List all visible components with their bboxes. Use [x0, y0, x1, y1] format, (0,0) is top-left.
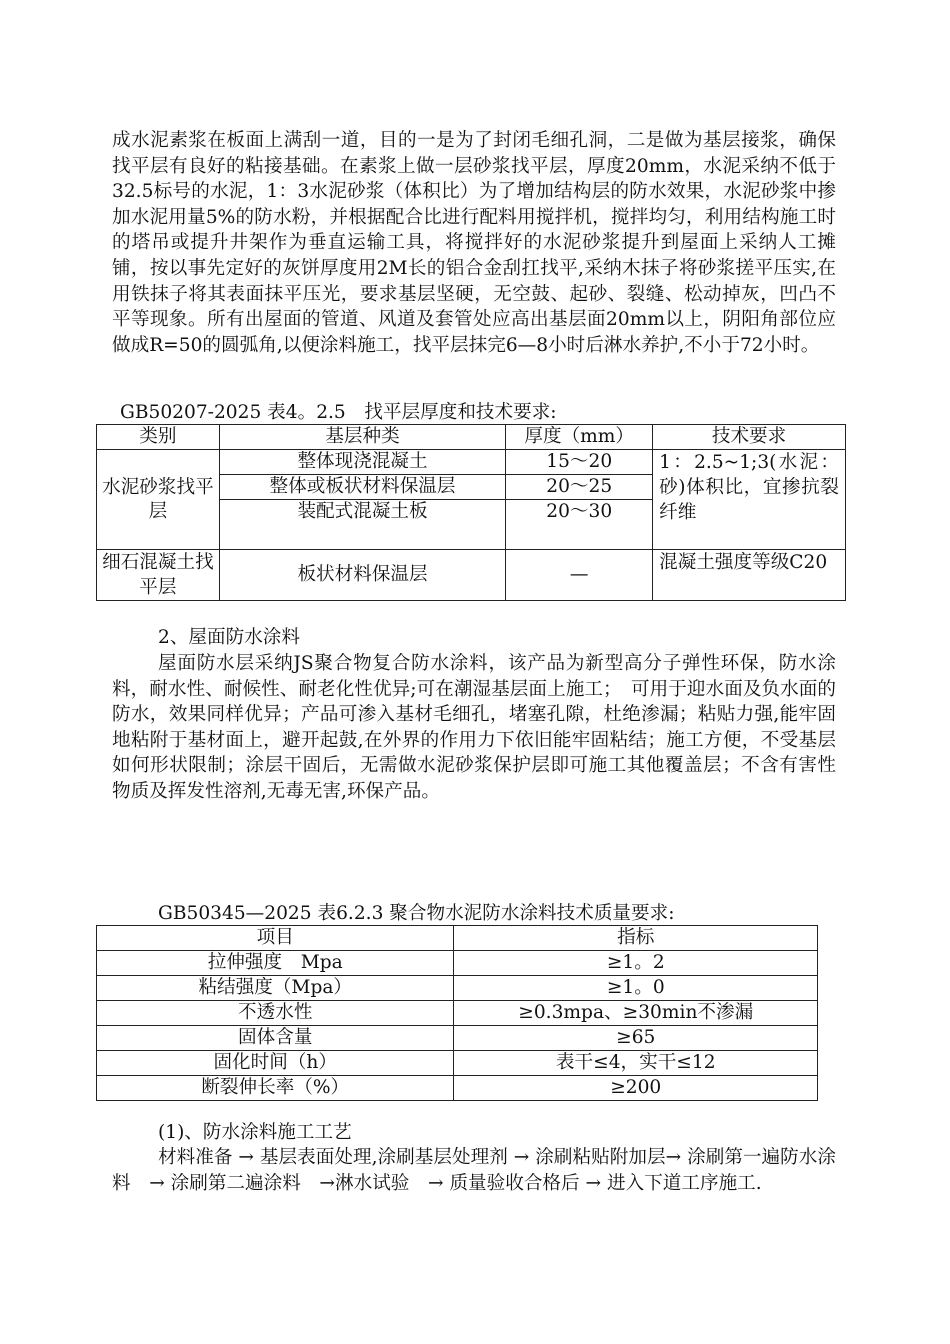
coating-quality-table	[96, 925, 818, 1101]
value-cell: ≥1。2	[454, 951, 818, 976]
table1-caption: GB50207-2025 表4。2.5 找平层厚度和技术要求:	[120, 402, 557, 423]
header-thickness: 厚度（mm）	[506, 425, 653, 450]
item-cell: 固体含量	[97, 1026, 454, 1051]
value-cell: 表干≤4，实干≤12	[454, 1051, 818, 1076]
section-title-coating: 2、屋面防水涂料	[158, 627, 300, 648]
table-row	[97, 1051, 818, 1076]
paragraph-process: 材料准备 → 基层表面处理,涂刷基层处理剂 → 涂刷粘贴附加层→ 涂刷第一遍防水涂料 → 涂刷第二遍涂料 →淋水试验 → 质量验收合格后 → 进入下道工序施工.	[112, 1147, 836, 1194]
table-row	[97, 550, 846, 601]
table-row	[97, 450, 846, 475]
thickness-cell: 20～30	[506, 500, 653, 550]
table-row	[97, 1026, 818, 1051]
category-fine-concrete: 细石混凝土找平层	[97, 550, 220, 601]
table-header-row	[97, 425, 846, 450]
item-cell: 固化时间（h）	[97, 1051, 454, 1076]
table-row	[97, 1001, 818, 1026]
thickness-cell: 20～25	[506, 475, 653, 500]
value-cell: ≥200	[454, 1076, 818, 1101]
table-row	[97, 1076, 818, 1101]
base-cell: 整体现浇混凝土	[219, 450, 505, 475]
item-cell: 不透水性	[97, 1001, 454, 1026]
paragraph-leveling-layer: 成水泥素浆在板面上满刮一道，目的一是为了封闭毛细孔洞，二是做为基层接浆，确保找平层有良好的粘接基础。在素浆上做一层砂浆找平层，厚度20mm，水泥采纳不低于32.5标号的水泥，1：3水泥砂浆（体积比）为了增加结构层的防水效果，水泥砂浆中掺加水泥用量5%的防水粉，并根据配合比进行配料用搅拌机，搅拌均匀，利用结构施工时的塔吊或提升井架作为垂直运输工具，将搅拌好的水泥砂浆提升到屋面上采纳人工摊铺，按以事先定好的灰饼厚度用2M长的铝合金刮扛找平,采纳木抹子将砂浆搓平压实,在用铁抹子将其表面抹平压光，要求基层坚硬，无空鼓、起砂、裂缝、松动掉灰，凹凸不平等现象。所有出屋面的管道、风道及套管处应高出基层面20mm以上，阴阳角部位应做成R=50的圆弧角,以便涂料施工，找平层抹完6—8小时后淋水养护,不小于72小时。	[112, 130, 836, 356]
thickness-cell: 15～20	[506, 450, 653, 475]
table-row	[97, 951, 818, 976]
item-cell: 拉伸强度 Mpa	[97, 951, 454, 976]
value-cell: ≥1。0	[454, 976, 818, 1001]
base-cell: 装配式混凝土板	[219, 500, 505, 550]
paragraph-coating: 屋面防水层采纳JS聚合物复合防水涂料，该产品为新型高分子弹性环保，防水涂料，耐水性、耐候性、耐老化性优异;可在潮湿基层面上施工； 可用于迎水面及负水面的防水，效果同样优异；产品可渗入基材毛细孔，堵塞孔隙，杜绝渗漏；粘贴力强,能牢固地粘附于基材面上，避开起鼓,在外界的作用力下依旧能牢固粘结；施工方便，不受基层如何形状限制；涂层干固后，无需做水泥砂浆保护层即可施工其他覆盖层；不含有害性物质及挥发性溶剂,无毒无害,环保产品。	[112, 653, 836, 802]
table-row	[97, 976, 818, 1001]
base-cell: 整体或板状材料保温层	[219, 475, 505, 500]
item-cell: 断裂伸长率（%）	[97, 1076, 454, 1101]
base-cell: 板状材料保温层	[219, 550, 505, 601]
leveling-layer-table	[96, 424, 846, 601]
header-category: 类别	[97, 425, 220, 450]
header-item: 项目	[97, 926, 454, 951]
table2-caption: GB50345—2025 表6.2.3 聚合物水泥防水涂料技术质量要求:	[158, 903, 675, 924]
table-header-row	[97, 926, 818, 951]
header-index: 指标	[454, 926, 818, 951]
requirement-fine-concrete: 混凝土强度等级C20	[653, 550, 846, 601]
header-requirement: 技术要求	[653, 425, 846, 450]
header-base-type: 基层种类	[219, 425, 505, 450]
item-cell: 粘结强度（Mpa）	[97, 976, 454, 1001]
requirement-cement-mortar: 1：2.5~1;3(水泥：砂)体积比，宜掺抗裂纤维	[653, 450, 846, 550]
value-cell: ≥0.3mpa、≥30min不渗漏	[454, 1001, 818, 1026]
section-title-process: (1)、防水涂料施工工艺	[158, 1122, 352, 1143]
thickness-cell: —	[506, 550, 653, 601]
category-cement-mortar: 水泥砂浆找平层	[97, 450, 220, 550]
value-cell: ≥65	[454, 1026, 818, 1051]
